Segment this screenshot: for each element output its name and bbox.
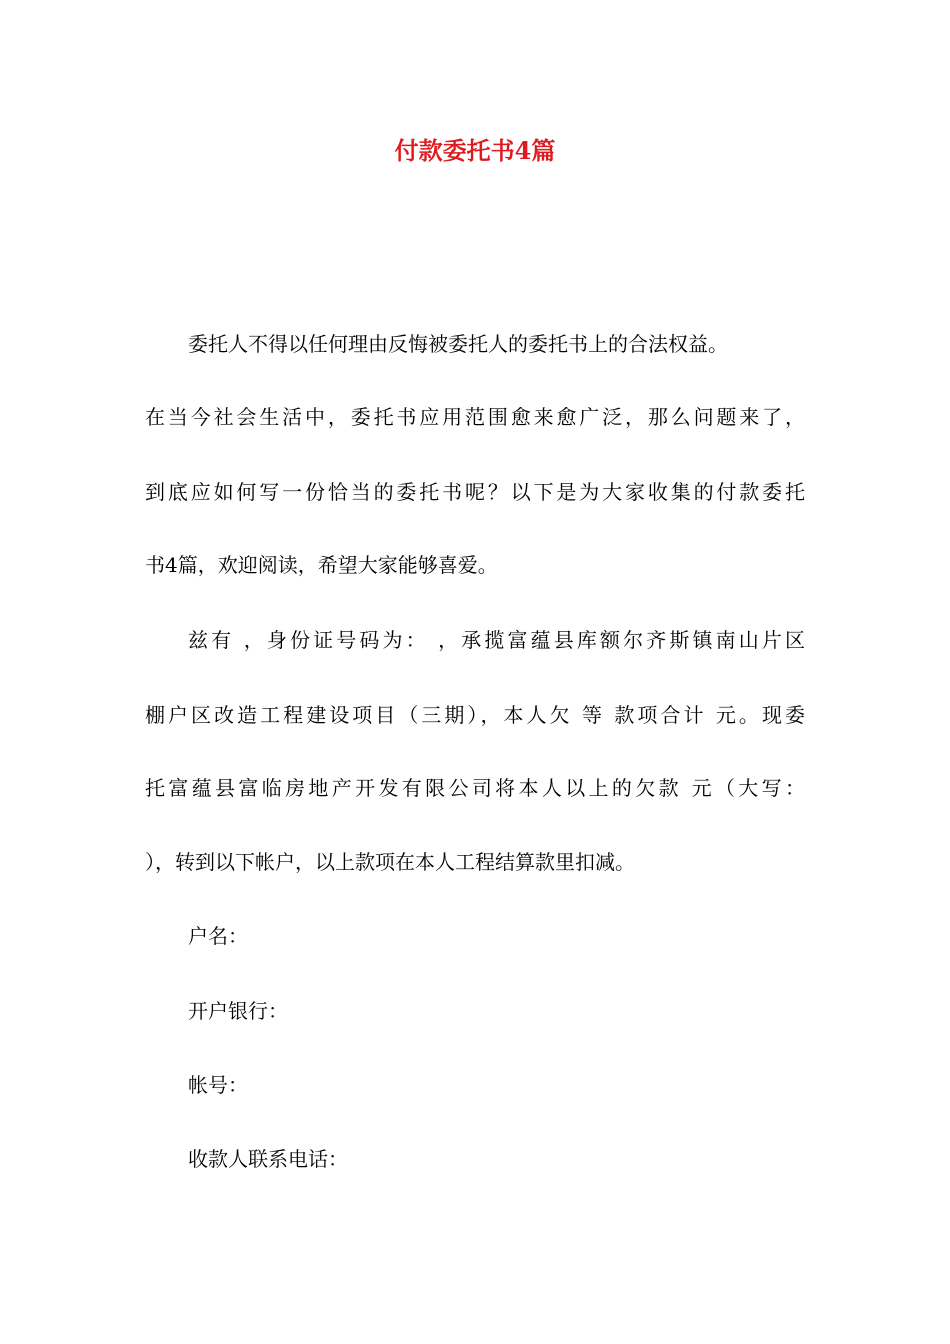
body-line-3: 托富蕴县富临房地产开发有限公司将本人以上的欠款 元（大写： (145, 776, 805, 800)
body-line-4: ），转到以下帐户，以上款项在本人工程结算款里扣减。 (145, 850, 635, 874)
intro-line-2: 在当今社会生活中，委托书应用范围愈来愈广泛，那么问题来了， (145, 405, 805, 429)
document-title: 付款委托书4篇 (394, 136, 556, 165)
intro-line-1: 委托人不得以任何理由反悔被委托人的委托书上的合法权益。 (188, 332, 728, 356)
intro-line-3: 到底应如何写一份恰当的委托书呢？以下是为大家收集的付款委托 (145, 480, 805, 504)
body-line-1: 兹有 ，身份证号码为： ，承揽富蕴县库额尔齐斯镇南山片区 (188, 628, 805, 652)
body-line-2: 棚户区改造工程建设项目（三期），本人欠 等 款项合计 元。现委 (145, 703, 805, 727)
payee-phone-label: 收款人联系电话： (188, 1147, 348, 1171)
bank-label: 开户银行： (188, 999, 288, 1023)
account-number-label: 帐号： (188, 1073, 248, 1097)
account-name-label: 户名： (188, 924, 248, 948)
intro-line-4: 书4篇，欢迎阅读，希望大家能够喜爱。 (145, 553, 498, 577)
